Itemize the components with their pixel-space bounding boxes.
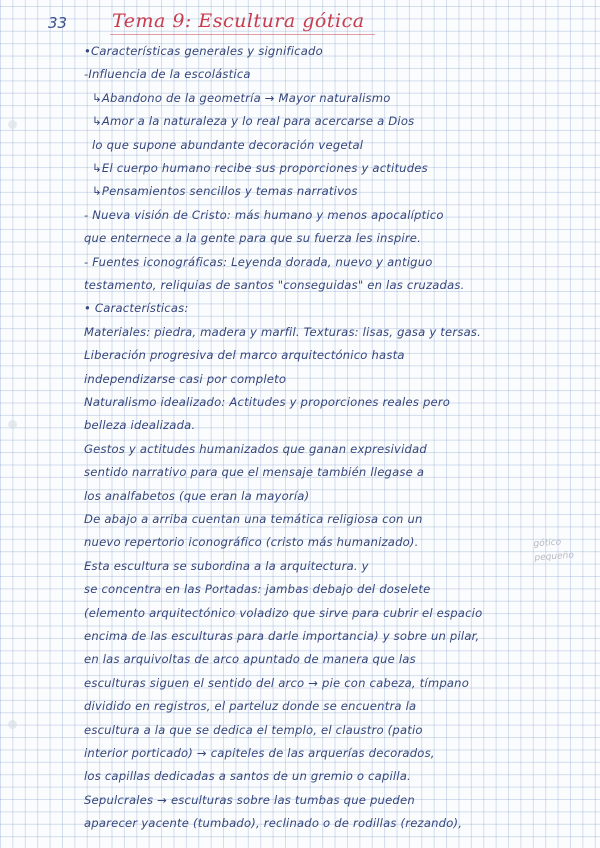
note-line: los capillas dedicadas a santos de un gremio o capilla. [84,769,411,784]
note-line: Esta escultura se subordina a la arquitectura. y [84,558,369,573]
note-line: ↳Pensamientos sencillos y temas narrativos [92,184,358,199]
note-line: testamento, reliquias de santos "conseguidas" en las cruzadas. [84,278,465,292]
page-title: Tema 9: Escultura gótica [112,10,365,32]
punch-hole-mark [8,720,17,729]
note-line: que enternece a la gente para que su fuerza les inspire. [84,231,422,246]
note-line: Materiales: piedra, madera y marfil. Texturas: lisas, gasa y tersas. [84,324,482,339]
note-line: en las arquivoltas de arco apuntado de manera que las [84,652,416,667]
note-line: ↳Amor a la naturaleza y lo real para acercarse a Dios [92,114,415,129]
note-line: aparecer yacente (tumbado), reclinado o de rodillas (rezando), [84,816,463,831]
note-line: - Fuentes iconográficas: Leyenda dorada, nuevo y antiguo [84,254,433,269]
note-line: - Nueva visión de Cristo: más humano y menos apocalíptico [84,207,444,222]
note-line: independizarse casi por completo [84,371,287,386]
punch-hole-mark [8,120,17,129]
note-line: se concentra en las Portadas: jambas debajo del doselete [84,582,431,597]
note-line: ↳El cuerpo humano recibe sus proporciones y actitudes [92,161,428,175]
note-line: -Influencia de la escolástica [84,67,251,82]
note-line: esculturas siguen el sentido del arco → pie con cabeza, tímpano [84,675,470,690]
note-line: De abajo a arriba cuentan una temática religiosa con un [84,512,423,526]
margin-note-line: pequeño [534,550,575,564]
note-line: encima de las esculturas para darle importancia) y sobre un pilar, [84,629,480,643]
note-line: los analfabetos (que eran la mayoría) [84,488,310,503]
margin-note-line: gótico [533,537,562,550]
note-line: ↳Abandono de la geometría → Mayor naturalismo [92,90,391,105]
note-line: Sepulcrales → esculturas sobre las tumbas que pueden [84,792,415,807]
note-line: Naturalismo idealizado: Actitudes y proporciones reales pero [84,395,451,409]
note-line: escultura a la que se dedica el templo, el claustro (patio [84,722,423,737]
note-line: interior porticado) → capiteles de las arquerías decorados, [84,746,435,760]
note-line: belleza idealizada. [84,418,196,433]
note-line: • Características: [84,301,189,316]
note-line: •Características generales y significado [84,44,323,58]
note-line: dividido en registros, el parteluz donde se encuentra la [84,699,417,714]
note-line: (elemento arquitectónico voladizo que sirve para cubrir el espacio [84,605,483,620]
title-underline [110,34,375,35]
note-line: lo que supone abundante decoración vegetal [92,137,364,152]
margin-note [533,535,574,566]
note-line: Liberación progresiva del marco arquitectónico hasta [84,348,405,363]
page-number: 33 [48,14,68,32]
note-line: nuevo repertorio iconográfico (cristo más humanizado). [84,535,419,550]
note-line: Gestos y actitudes humanizados que ganan expresividad [84,441,427,456]
punch-hole-mark [8,420,17,429]
note-line: sentido narrativo para que el mensaje también llegase a [84,465,425,480]
